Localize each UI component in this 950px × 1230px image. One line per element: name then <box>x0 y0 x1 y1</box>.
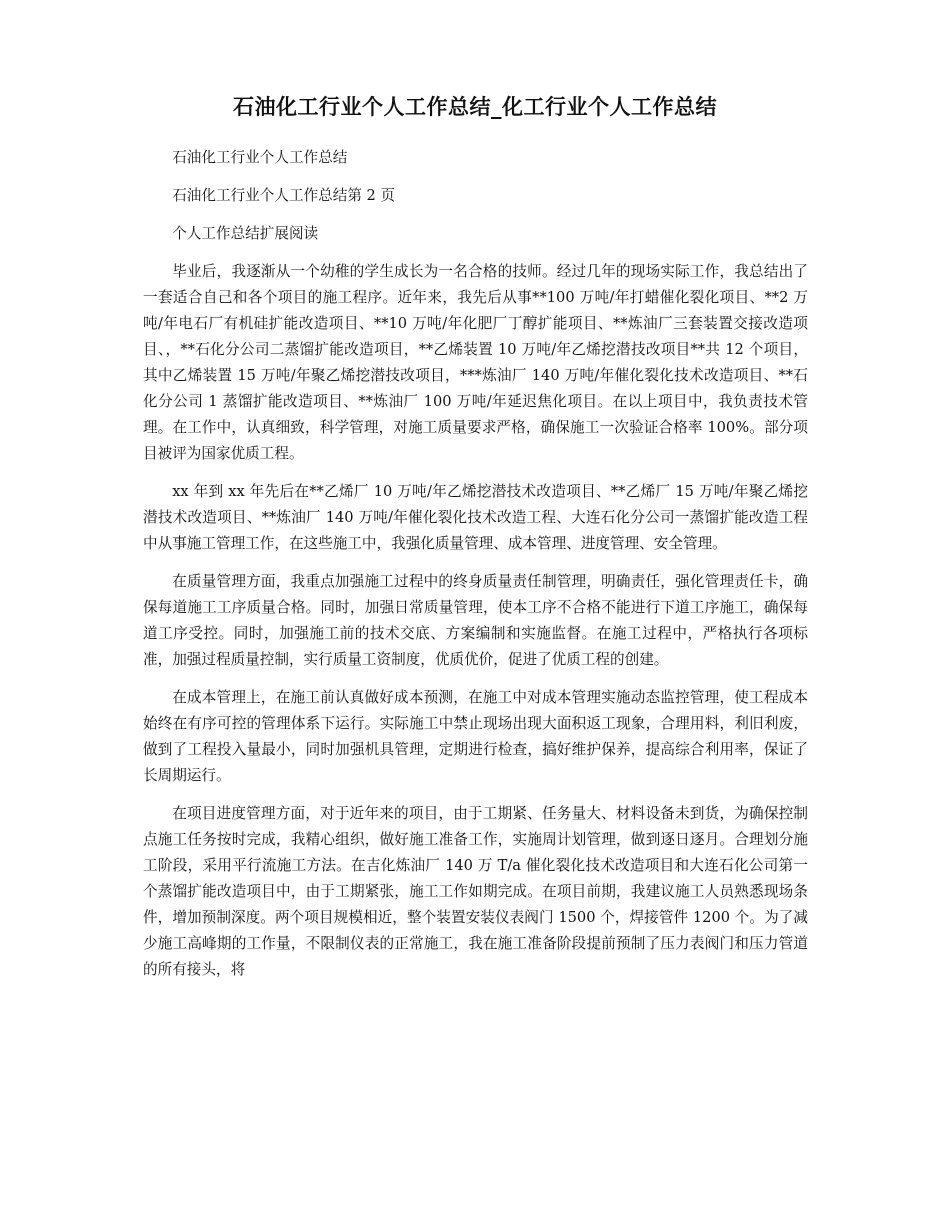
subtitle-line: 石油化工行业个人工作总结第 2 页 <box>172 187 396 204</box>
subtitle-line: 个人工作总结扩展阅读 <box>172 225 319 242</box>
document-title: 石油化工行业个人工作总结_化工行业个人工作总结 <box>233 94 717 119</box>
body-paragraph: 在成本管理上，在施工前认真做好成本预测，在施工中对成本管理实施动态监控管理，使工程成本始终在有序可控的管理体系下运行。实际施工中禁止现场出现大面积返工现象，合理用料，利旧利废，做到了工程投入量最小，同时加强机具管理，定期进行检查，搞好维护保养，提高综合利用率，保证了长周期运行。 <box>143 689 808 784</box>
body-paragraph: 在质量管理方面，我重点加强施工过程中的终身质量责任制管理，明确责任，强化管理责任卡，确保每道施工工序质量合格。同时，加强日常质量管理，使本工序不合格不能进行下道工序施工，确保每道工序受控。同时，加强施工前的技术交底、方案编制和实施监督。在施工过程中，严格执行各项标准，加强过程质量控制，实行质量工资制度，优质优价，促进了优质工程的创建。 <box>143 573 808 668</box>
body-paragraph: 毕业后，我逐渐从一个幼稚的学生成长为一名合格的技师。经过几年的现场实际工作，我总结出了一套适合自己和各个项目的施工程序。近年来，我先后从事**100 万吨/年打蜡催化裂化项目、**2 万吨/年电石厂有机硅扩能改造项目、**10 万吨/年化肥厂丁醇扩能项目、**炼油厂三套装置交接改造项目、，**石化分公司二蒸馏扩能改造项目，**乙烯装置 10 万吨/年乙烯挖潜技改项目**共 12 个项目，其中乙烯装置 15 万吨/年聚乙烯挖潜技改项目，***炼油厂 140 万吨/年催化裂化技术改造项目、**石化分公司 1 蒸馏扩能改造项目、**炼油厂 100 万吨/年延迟焦化项目。在以上项目中，我负责技术管理。在工作中，认真细致，科学管理，对施工质量要求严格，确保施工一次验证合格率 100%。部分项目被评为国家优质工程。 <box>143 263 808 462</box>
document-body <box>143 145 808 995</box>
body-paragraph: xx 年到 xx 年先后在**乙烯厂 10 万吨/年乙烯挖潜技术改造项目、**乙烯厂 15 万吨/年聚乙烯挖潜技术改造项目、**炼油厂 140 万吨/年催化裂化技术改造工程、大连石化分公司一蒸馏扩能改造工程中从事施工管理工作，在这些施工中，我强化质量管理、成本管理、进度管理、安全管理。 <box>143 483 808 552</box>
subtitle-line: 石油化工行业个人工作总结 <box>172 149 348 166</box>
body-paragraph: 在项目进度管理方面，对于近年来的项目，由于工期紧、任务量大、材料设备未到货，为确保控制点施工任务按时完成，我精心组织，做好施工准备工作，实施周计划管理，做到逐日逐月。合理划分施工阶段，采用平行流施工方法。在吉化炼油厂 140 万 T/a 催化裂化技术改造项目和大连石化公司第一个蒸馏扩能改造项目中，由于工期紧张，施工工作如期完成。在项目前期，我建议施工人员熟悉现场条件，增加预制深度。两个项目规模相近，整个装置安装仪表阀门 1500 个，焊接管件 1200 个。为了减少施工高峰期的工作量，不限制仪表的正常施工，我在施工准备阶段提前预制了压力表阀门和压力管道的所有接头，将 <box>143 805 808 978</box>
